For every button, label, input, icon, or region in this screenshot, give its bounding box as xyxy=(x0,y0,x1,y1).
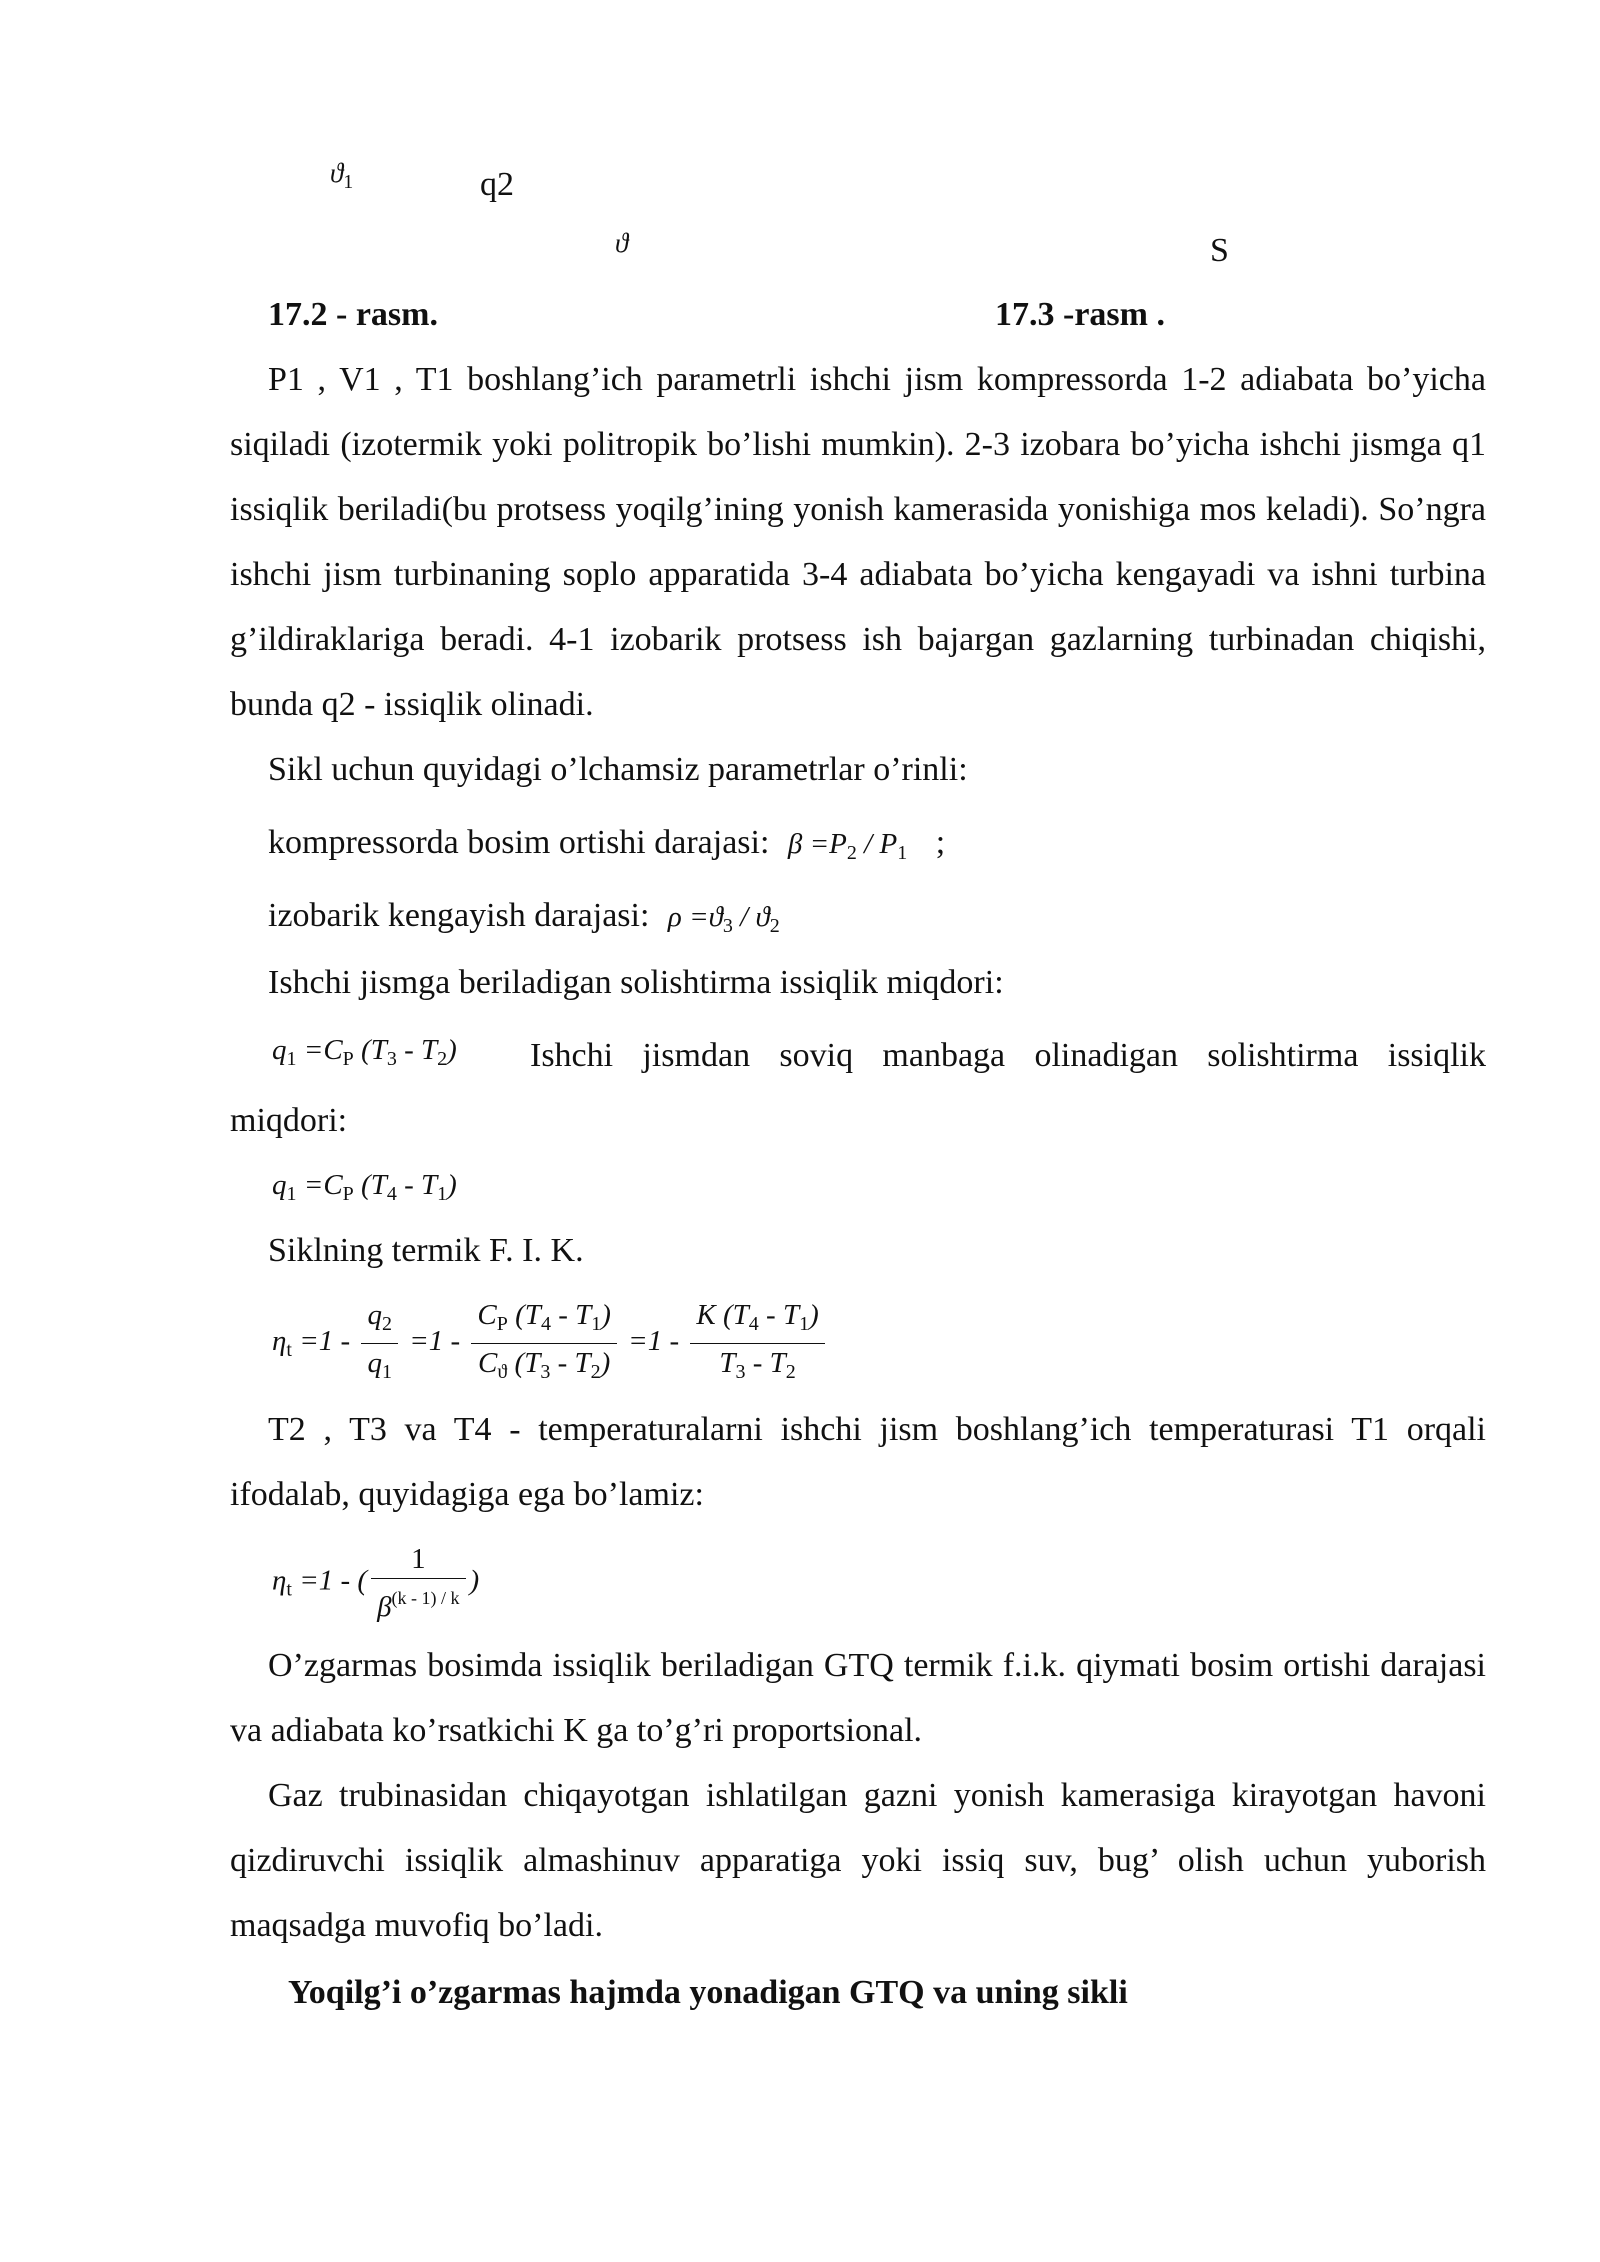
paragraph-heat-rejected-cont: miqdori: xyxy=(230,1102,348,1139)
expansion-ratio-line xyxy=(268,883,780,959)
thermal-efficiency-formula: $\eta_t =1$ - $\frac{q_2}{q_1}$ =1 - $\frac{C_P (T_4 - T_1)}{C_ϑ (T_3 - T_2)}$ =1 - $\frac{K (T_4 - T_1)}{T_3 - T_2}$ xyxy=(272,1296,829,1391)
pressure-ratio-line xyxy=(268,810,945,886)
expansion-ratio-label: izobarik kengayish darajasi: xyxy=(268,897,650,934)
paragraph-cycle-description: P1 , V1 , T1 boshlang’ich parametrli ishchi jism kompressorda 1-2 adiabata bo’yicha siqiladi (izotermik yoki politropik bo’lishi mumkin). 2-3 izobara bo’yicha ishchi jismga q1 issiqlik beriladi(bu protsess yoqilg’ining yonish kamerasida yonishiga mos keladi). So’ngra ishchi jism turbinaning soplo apparatida 3-4 adiabata bo’yicha kengayadi va ishni turbina g’ildiraklariga beradi. 4-1 izobarik protsess ish bajargan gazlarning turbinadan chiqishi, bunda q2 - issiqlik olinadi. xyxy=(230,361,1486,723)
fraction-beta: $\frac{1}{\beta^{(k - 1) / k}}$ xyxy=(371,1540,465,1626)
pressure-ratio-semicolon: ; xyxy=(935,824,946,861)
paragraph-efficiency-proportional: O’zgarmas bosimda issiqlik beriladigan GTQ termik f.i.k. qiymati bosim ortishi darajasi va adiabata ko’rsatkichi K ga to’g’ri proportsional. xyxy=(230,1647,1486,1749)
figure-label-theta: ϑ xyxy=(615,228,629,258)
paragraph-heat-rejected: Ishchi jismdan soviq manbaga olinadigan solishtirma issiqlik xyxy=(530,1037,1486,1074)
figure-label-theta1: $ϑ_1$ xyxy=(330,158,354,193)
expansion-ratio-formula: $\rho =ϑ_3 / ϑ_2$ xyxy=(667,901,780,937)
caption-17-3: 17.3 -rasm . xyxy=(995,296,1165,333)
caption-17-2: 17.2 - rasm. xyxy=(268,296,438,333)
section-heading: Yoqilg’i o’zgarmas hajmda yonadigan GTQ va uning sikli xyxy=(288,1974,1128,2011)
pressure-ratio-formula: $\beta =P_2 / P_1$ xyxy=(787,828,908,864)
thermal-efficiency-formula-beta: $\eta_t =1$ - ( $\frac{1}{\beta^{(k - 1) / k}}$ ) xyxy=(272,1540,479,1626)
pressure-ratio-label: kompressorda bosim ortishi darajasi: xyxy=(268,824,770,861)
paragraph-heat-supplied: Ishchi jismga beriladigan solishtirma issiqlik miqdori: xyxy=(268,964,1004,1001)
paragraph-parameters-intro: Sikl uchun quyidagi o’lchamsiz parametrlar o’rinli: xyxy=(268,751,968,788)
fraction-k: $\frac{K (T_4 - T_1)}{T_3 - T_2}$ xyxy=(690,1296,824,1391)
paragraph-gas-recuperation: Gaz trubinasidan chiqayotgan ishlatilgan gazni yonish kamerasiga kirayotgan havoni qizdiruvchi issiqlik almashinuv apparatiga yoki issiq suv, bug’ olish uchun yuborish maqsadga muvofiq bo’ladi. xyxy=(230,1777,1486,1944)
paragraph-thermal-efficiency: Siklning termik F. I. K. xyxy=(268,1232,584,1269)
figure-label-q2: q2 xyxy=(480,166,514,203)
fraction-q2-q1: $\frac{q_2}{q_1}$ xyxy=(361,1296,398,1391)
figure-label-s: S xyxy=(1210,232,1229,269)
heat-supplied-formula: $q_1 =C_P$ $(T_3 - T_2)$ xyxy=(272,1034,457,1070)
heat-rejected-formula: $q_1 =C_P$ $(T_4 - T_1)$ xyxy=(272,1169,457,1205)
paragraph-temperature-expression: T2 , T3 va T4 - temperaturalarni ishchi jism boshlang’ich temperaturasi T1 orqali ifodalab, quyidagiga ega bo’lamiz: xyxy=(230,1411,1486,1513)
fraction-cp-cv: $\frac{C_P (T_4 - T_1)}{C_ϑ (T_3 - T_2)}$ xyxy=(471,1296,616,1391)
